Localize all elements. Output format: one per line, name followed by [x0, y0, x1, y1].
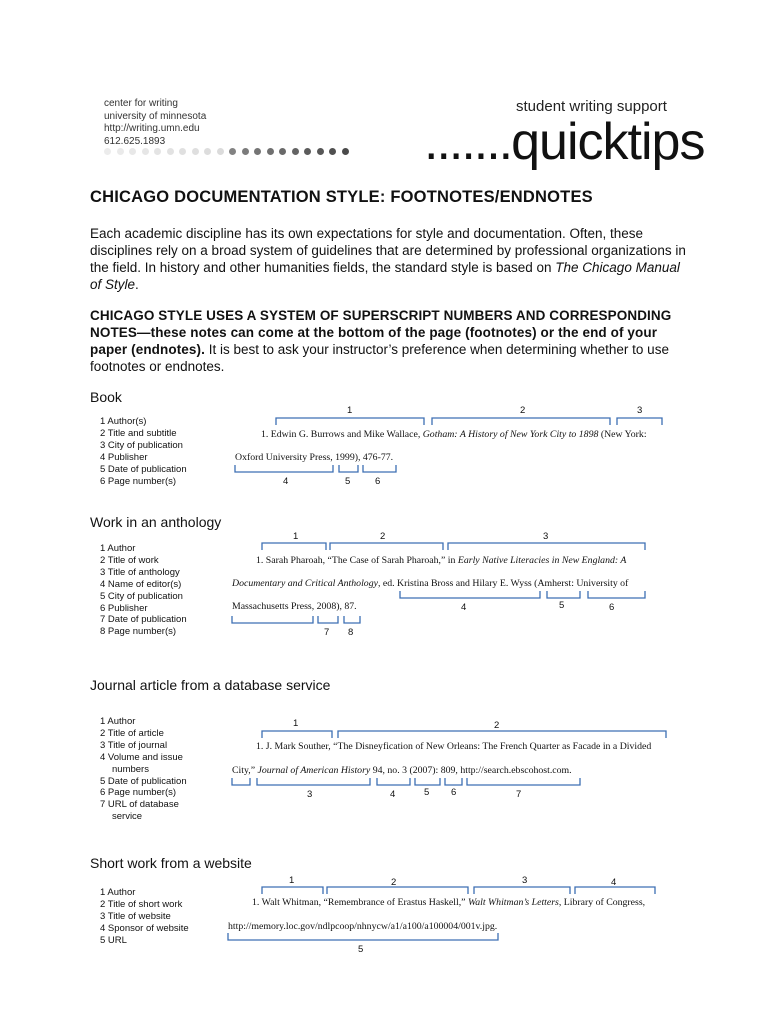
list-item: 4 Volume and issue: [100, 751, 183, 763]
bracket-marker-label: 5: [345, 476, 351, 487]
bracket-marker-label: 8: [348, 627, 354, 638]
journal-bracket-pages: [445, 778, 462, 785]
anthology-bracket-pages: [344, 616, 360, 623]
bracket-marker-label: 5: [424, 787, 430, 798]
list-item: 2 Title of short work: [100, 898, 183, 910]
intro-text: Each academic discipline has its own expectations for style and documentation. Often, these disciplines rely on a broad system of guidelines that are determined by professional organizations in the field. In history and other humanities fields, the standard style is based on: [90, 226, 686, 275]
journal-bracket-article: [338, 731, 666, 738]
bracket-marker-label: 4: [390, 789, 396, 800]
list-item: 4 Sponsor of website: [100, 922, 189, 934]
anthology-bracket-publisher: [588, 591, 645, 598]
website-citation-line-2[interactable]: http://memory.loc.gov/ndlpcoop/nhnycw/a1/a100/a100004/001v.jpg.: [228, 921, 498, 932]
list-item: 8 Page number(s): [100, 626, 177, 638]
citation-text: 1. Sarah Pharoah, “The Case of Sarah Pharoah,” in: [256, 555, 458, 566]
list-item: 3 Title of anthology: [100, 566, 180, 578]
list-item: service: [112, 811, 143, 823]
citation-text: 1. Edwin G. Burrows and Mike Wallace,: [261, 429, 423, 440]
citation-italic: Documentary and Critical Anthology: [232, 578, 378, 589]
section-heading-book: Book: [90, 389, 122, 405]
citation-text: City,”: [232, 765, 258, 776]
bracket-marker-label: 7: [516, 789, 522, 800]
anthology-bracket-title: [448, 543, 645, 550]
anthology-bracket-date: [318, 616, 338, 623]
list-item: 6 Page number(s): [100, 787, 177, 799]
anthology-citation-line-3: Massachusetts Press, 2008), 87.: [232, 601, 357, 612]
website-bracket-author: [262, 887, 323, 894]
bracket-marker-label: 4: [611, 877, 617, 888]
book-bracket-pages: [363, 465, 396, 472]
address-line: university of minnesota: [104, 110, 207, 122]
citation-text: (New York:: [598, 429, 647, 440]
list-item: 1 Author: [100, 716, 136, 727]
section-heading-anthology: Work in an anthology: [90, 514, 222, 530]
book-bracket-city: [617, 418, 662, 425]
anthology-bracket-editors: [400, 591, 540, 598]
citation-text: , ed. Kristina Bross and Hilary E. Wyss (Amherst: University of: [377, 578, 629, 589]
book-bracket-author: [276, 418, 424, 425]
bracket-marker-label: 2: [380, 531, 386, 542]
list-item: 6 Page number(s): [100, 475, 177, 487]
bracket-marker-label: 6: [375, 476, 381, 487]
list-item: 2 Title of article: [100, 727, 164, 739]
bracket-marker-label: 2: [391, 877, 397, 888]
list-item: 3 City of publication: [100, 439, 183, 451]
address-line[interactable]: http://writing.umn.edu: [104, 123, 200, 134]
section-heading-journal: Journal article from a database service: [90, 677, 331, 693]
list-item: 4 Name of editor(s): [100, 578, 182, 590]
citation-text: 94, no. 3 (2007): 809, http://search.ebscohost.com.: [370, 765, 572, 776]
citation-italic: Early Native Literacies in New England: A: [457, 555, 627, 566]
list-item: 1 Author(s): [100, 416, 147, 427]
website-bracket-url: [228, 933, 498, 940]
list-item: 5 City of publication: [100, 590, 183, 602]
bracket-marker-label: 6: [451, 787, 457, 798]
tagline: student writing support: [516, 98, 667, 115]
journal-bracket-date: [415, 778, 440, 785]
website-bracket-sponsor: [575, 887, 655, 894]
journal-bracket-article-end: [232, 778, 250, 785]
anthology-bracket-city: [547, 591, 580, 598]
list-item: numbers: [112, 763, 149, 775]
journal-bracket-author: [262, 731, 332, 738]
list-item: 6 Publisher: [100, 602, 148, 614]
bracket-marker-label: 6: [609, 602, 615, 613]
address-line: 612.625.1893: [104, 135, 166, 147]
notes-regular: It is best to ask your instructor’s preference when determining whether to use footnotes or endnotes.: [90, 342, 669, 374]
bracket-marker-label: 1: [289, 875, 295, 886]
website-bracket-site: [474, 887, 570, 894]
intro-end: .: [135, 277, 139, 292]
anthology-bracket-press: [232, 616, 313, 623]
bracket-marker-label: 2: [494, 720, 500, 731]
anthology-bracket-work: [330, 543, 443, 550]
bracket-marker-label: 1: [293, 718, 299, 729]
anthology-bracket-author: [262, 543, 326, 550]
page-title: CHICAGO DOCUMENTATION STYLE: FOOTNOTES/ENDNOTES: [90, 188, 593, 206]
journal-citation-line-1: 1. J. Mark Souther, “The Disneyfication of New Orleans: The French Quarter as Facade in a Divided: [256, 741, 652, 752]
list-item: 3 Title of website: [100, 910, 171, 922]
citation-italic: Gotham: A History of New York City to 1898: [422, 429, 599, 440]
list-item: 4 Publisher: [100, 451, 148, 463]
bracket-marker-label: 3: [543, 531, 549, 542]
bracket-marker-label: 4: [283, 476, 289, 487]
citation-italic: Walt Whitman’s Letters: [467, 897, 559, 908]
intro-italic: The Chicago Manual of Style: [90, 260, 680, 292]
citation-italic: Journal of American History: [257, 765, 371, 776]
journal-bracket-url: [467, 778, 580, 785]
list-item: 1 Author: [100, 543, 136, 554]
book-bracket-title: [432, 418, 610, 425]
bracket-marker-label: 7: [324, 627, 330, 638]
list-item: 3 Title of journal: [100, 739, 168, 751]
book-bracket-date: [339, 465, 358, 472]
bracket-marker-label: 1: [293, 531, 299, 542]
list-item: 5 URL: [100, 934, 127, 946]
bracket-marker-label: 1: [347, 405, 353, 416]
bracket-marker-label: 3: [522, 875, 528, 886]
section-heading-website: Short work from a website: [90, 855, 252, 871]
brand-wordmark: quicktips: [511, 113, 705, 171]
bracket-marker-label: 5: [358, 944, 364, 955]
brand-dots: .......: [424, 113, 512, 171]
journal-bracket-volume: [377, 778, 410, 785]
list-item: 7 Date of publication: [100, 614, 187, 626]
journal-bracket-journal: [257, 778, 370, 785]
list-item: 5 Date of publication: [100, 463, 187, 475]
notes-bold: CHICAGO STYLE USES A SYSTEM OF SUPERSCRIPT NUMBERS AND CORRESPONDING NOTES—these notes can come at the bottom of the page (footnotes) or the end of your paper (endnotes).: [90, 308, 672, 357]
address-line: center for writing: [104, 98, 178, 109]
list-item: 2 Title of work: [100, 554, 159, 566]
bracket-marker-label: 3: [637, 405, 643, 416]
citation-text: 1. Walt Whitman, “Remembrance of Erastus Haskell,”: [252, 897, 468, 908]
list-item: 2 Title and subtitle: [100, 427, 177, 439]
book-citation-line-2: Oxford University Press, 1999), 476-77.: [235, 452, 394, 463]
list-item: 7 URL of database: [100, 799, 179, 811]
book-bracket-publisher: [235, 465, 333, 472]
bracket-marker-label: 4: [461, 602, 467, 613]
bracket-marker-label: 2: [520, 405, 526, 416]
list-item: 5 Date of publication: [100, 775, 187, 787]
citation-text: , Library of Congress,: [558, 897, 646, 908]
bracket-marker-label: 5: [559, 600, 565, 611]
website-bracket-short-work: [327, 887, 468, 894]
bracket-marker-label: 3: [307, 789, 313, 800]
list-item: 1 Author: [100, 887, 136, 898]
